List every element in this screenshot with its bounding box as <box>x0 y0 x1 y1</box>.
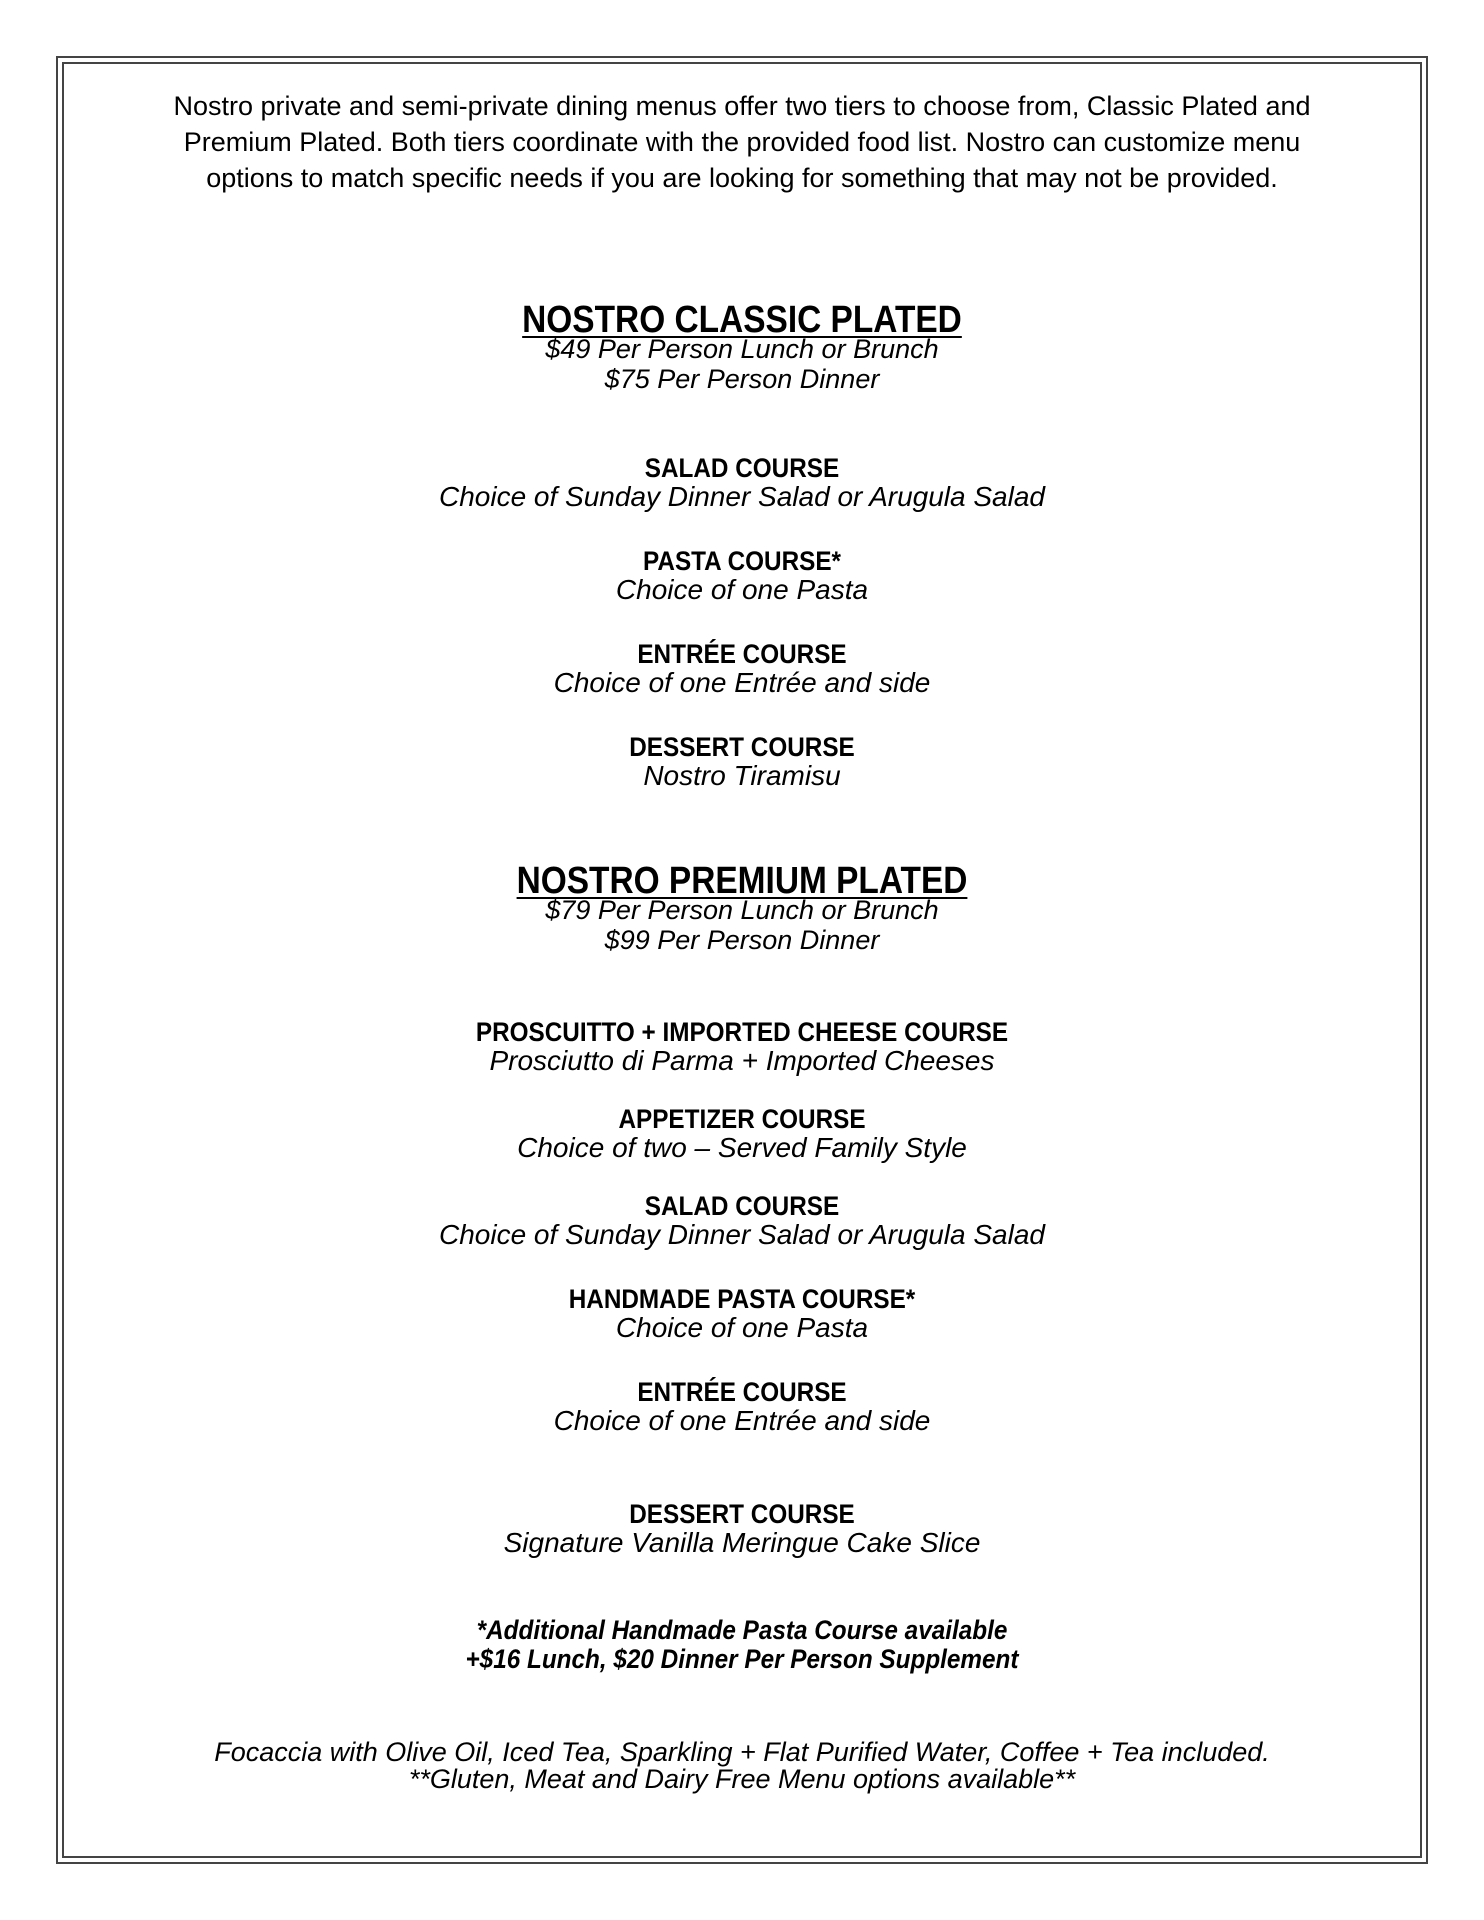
premium-course-desc: Choice of Sunday Dinner Salad or Arugula Salad <box>438 1219 1045 1250</box>
premium-course-desc: Choice of one Entrée and side <box>553 1405 931 1436</box>
classic-course-name: ENTRÉE COURSE <box>637 639 847 669</box>
premium-course-name: ENTRÉE COURSE <box>637 1377 847 1407</box>
classic-price-dinner: $75 Per Person Dinner <box>604 364 880 394</box>
premium-course-desc: Choice of two – Served Family Style <box>517 1132 967 1163</box>
premium-course-name: SALAD COURSE <box>644 1191 840 1221</box>
premium-course-name: DESSERT COURSE <box>629 1499 855 1529</box>
classic-course-desc: Choice of Sunday Dinner Salad or Arugula Salad <box>438 481 1045 512</box>
dietary-options-note: **Gluten, Meat and Dairy Free Menu options available** <box>408 1764 1076 1794</box>
premium-course-desc: Prosciutto di Parma + Imported Cheeses <box>489 1045 995 1076</box>
pasta-supplement-note: *Additional Handmade Pasta Course available <box>476 1615 1008 1645</box>
premium-price-dinner: $99 Per Person Dinner <box>604 925 880 955</box>
premium-course-name: HANDMADE PASTA COURSE* <box>568 1284 916 1314</box>
classic-course-name: SALAD COURSE <box>644 453 840 483</box>
premium-price-lunch: $79 Per Person Lunch or Brunch <box>545 895 939 925</box>
classic-course-desc: Nostro Tiramisu <box>643 760 841 791</box>
premium-course-name: PROSCUITTO + IMPORTED CHEESE COURSE <box>475 1017 1009 1047</box>
classic-price-lunch: $49 Per Person Lunch or Brunch <box>545 334 939 364</box>
premium-tier-title-text: NOSTRO PREMIUM PLATED <box>516 860 968 902</box>
included-items-note: Focaccia with Olive Oil, Iced Tea, Sparkling + Flat Purified Water, Coffee + Tea included. <box>214 1737 1270 1767</box>
classic-course-desc: Choice of one Pasta <box>615 574 869 605</box>
premium-course-name: APPETIZER COURSE <box>618 1104 866 1134</box>
pasta-supplement-price: +$16 Lunch, $20 Dinner Per Person Supplement <box>465 1644 1019 1674</box>
premium-course-desc: Choice of one Pasta <box>615 1312 869 1343</box>
classic-course-desc: Choice of one Entrée and side <box>553 667 931 698</box>
classic-course-name: DESSERT COURSE <box>629 732 855 762</box>
intro-paragraph: Nostro private and semi-private dining menus offer two tiers to choose from, Classic Plated and Premium Plated. Both tiers coordinate with the provided food list. Nostro can customize menu options to match specific needs if you are looking for something that may not be provided. <box>173 91 1311 193</box>
premium-course-desc: Signature Vanilla Meringue Cake Slice <box>503 1527 981 1558</box>
classic-tier-title-text: NOSTRO CLASSIC PLATED <box>522 299 962 341</box>
classic-course-name: PASTA COURSE* <box>642 546 842 576</box>
